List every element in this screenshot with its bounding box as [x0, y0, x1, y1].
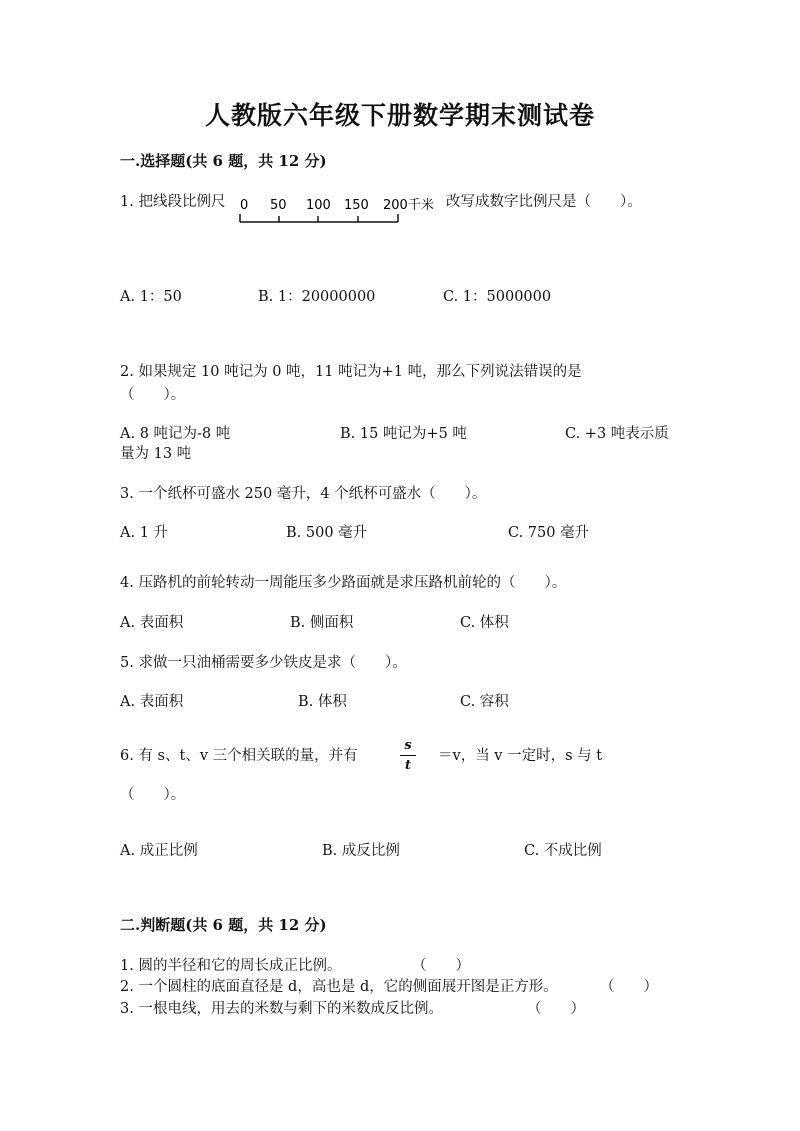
fraction-numerator: s: [404, 738, 412, 753]
q2-option-c: C. +3 吨表示质: [565, 426, 669, 442]
q2-option-b: B. 15 吨记为+5 吨: [340, 426, 467, 442]
scale-label-200: 200千米: [383, 198, 434, 213]
q1-option-a: A. 1：50: [120, 289, 182, 305]
scale-bar: [240, 214, 398, 222]
q3-option-c: C. 750 毫升: [508, 525, 590, 541]
question-6-suffix: ＝v，当 v 一定时，s 与 t: [438, 748, 603, 764]
q5-option-c: C. 容积: [460, 694, 509, 710]
judgement-item-3: 3. 一根电线，用去的米数与剩下的米数成反比例。: [120, 1001, 443, 1017]
fraction-denominator: t: [404, 758, 411, 773]
fraction-bar: [400, 755, 416, 756]
q5-option-b: B. 体积: [298, 694, 347, 710]
q4-option-a: A. 表面积: [120, 615, 184, 631]
question-6-prefix: 6. 有 s、t、v 三个相关联的量，并有: [120, 748, 358, 764]
question-6-line2: （ ）。: [120, 787, 186, 803]
judgement-item-1-paren: （ ）: [412, 958, 470, 974]
q3-option-a: A. 1 升: [120, 525, 169, 541]
question-2-line1: 2. 如果规定 10 吨记为 0 吨，11 吨记为+1 吨，那么下列说法错误的是: [120, 364, 582, 380]
q5-option-a: A. 表面积: [120, 694, 184, 710]
page-title: 人教版六年级下册数学期末测试卷: [204, 101, 595, 130]
question-4: 4. 压路机的前轮转动一周能压多少路面就是求压路机前轮的（ ）。: [120, 575, 567, 591]
question-1-prefix: 1. 把线段比例尺: [120, 194, 226, 210]
q4-option-b: B. 侧面积: [290, 615, 354, 631]
question-5: 5. 求做一只油桶需要多少铁皮是求（ ）。: [120, 655, 407, 671]
section-heading-choice: 一.选择题(共 6 题，共 12 分): [120, 152, 327, 170]
q1-option-c: C. 1：5000000: [443, 289, 552, 305]
section-heading-judgement: 二.判断题(共 6 题，共 12 分): [120, 916, 327, 934]
scale-label-150: 150: [344, 198, 369, 213]
q1-option-b: B. 1：20000000: [258, 289, 376, 305]
judgement-item-3-paren: （ ）: [527, 1001, 585, 1017]
scale-label-0: 0: [240, 198, 249, 213]
q2-option-a: A. 8 吨记为-8 吨: [120, 426, 231, 442]
question-2-line2: （ ）。: [120, 387, 186, 403]
question-3: 3. 一个纸杯可盛水 250 毫升，4 个纸杯可盛水（ ）。: [120, 486, 487, 502]
q6-option-b: B. 成反比例: [322, 843, 400, 859]
judgement-item-2-paren: （ ）: [600, 979, 658, 995]
q6-option-c: C. 不成比例: [524, 843, 602, 859]
fraction-s-over-t: [398, 738, 418, 774]
scale-label-50: 50: [270, 198, 287, 213]
q3-option-b: B. 500 毫升: [286, 525, 368, 541]
line-scale-figure: [238, 192, 448, 232]
q6-option-a: A. 成正比例: [120, 843, 198, 859]
q4-option-c: C. 体积: [460, 615, 509, 631]
judgement-item-2: 2. 一个圆柱的底面直径是 d，高也是 d，它的侧面展开图是正方形。: [120, 979, 558, 995]
question-1-suffix: 改写成数字比例尺是（ ）。: [446, 194, 642, 210]
q2-option-c-wrap: 量为 13 吨: [120, 446, 192, 462]
judgement-item-1: 1. 圆的半径和它的周长成正比例。: [120, 958, 342, 974]
scale-label-100: 100: [306, 198, 331, 213]
